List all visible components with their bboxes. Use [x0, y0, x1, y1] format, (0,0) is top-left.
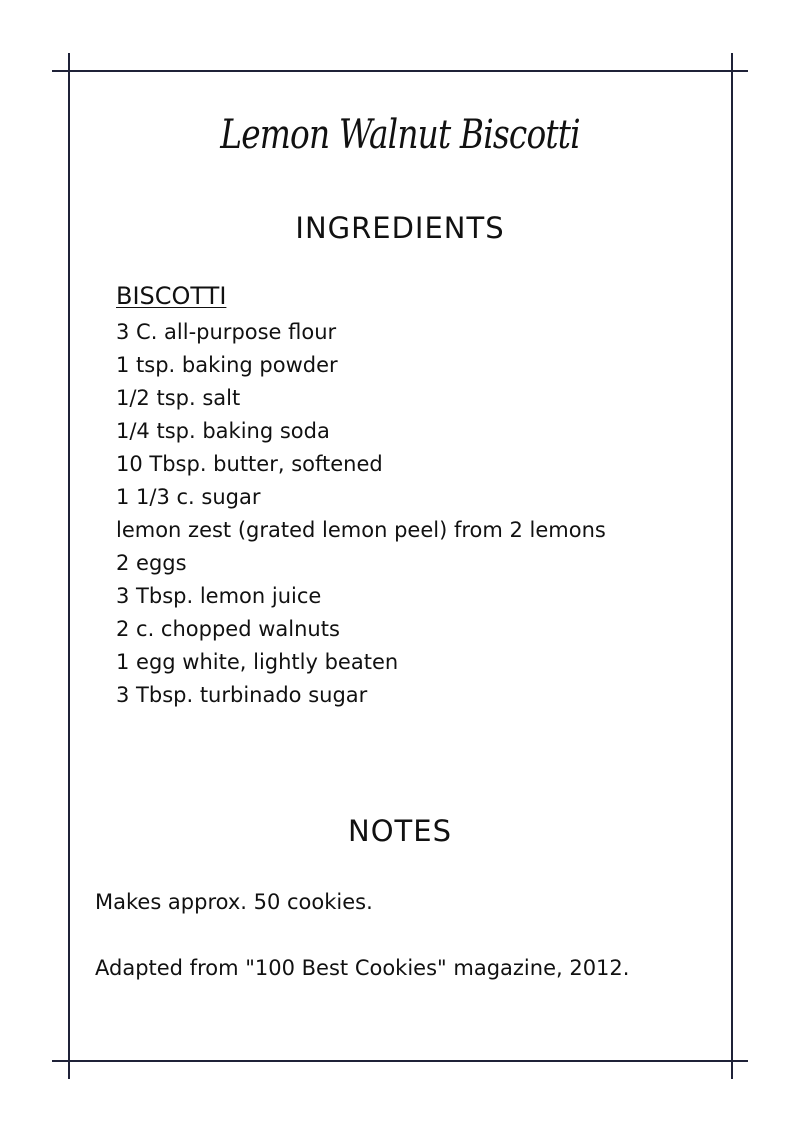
note-line: Makes approx. 50 cookies.: [95, 890, 373, 914]
ingredient-item: 1/4 tsp. baking soda: [116, 419, 330, 443]
ingredients-heading: INGREDIENTS: [295, 211, 505, 245]
ingredient-item: 3 C. all-purpose flour: [116, 320, 337, 344]
ingredient-item: 1/2 tsp. salt: [116, 386, 241, 410]
biscotti-subheading: BISCOTTI: [116, 282, 227, 310]
ingredient-item: 2 c. chopped walnuts: [116, 617, 340, 641]
ingredient-item: 1 tsp. baking powder: [116, 353, 338, 377]
frame-top-line: [52, 70, 748, 72]
ingredient-item: 3 Tbsp. turbinado sugar: [116, 683, 368, 707]
ingredient-item: 3 Tbsp. lemon juice: [116, 584, 322, 608]
ingredient-item: 2 eggs: [116, 551, 187, 575]
frame-right-line: [731, 53, 733, 1079]
notes-heading: NOTES: [348, 814, 452, 848]
note-line: Adapted from "100 Best Cookies" magazine, 2012.: [95, 956, 630, 980]
ingredient-item: 1 egg white, lightly beaten: [116, 650, 399, 674]
ingredient-list: [116, 316, 606, 712]
ingredient-item: lemon zest (grated lemon peel) from 2 lemons: [116, 518, 606, 542]
recipe-title: Lemon Walnut Biscotti: [220, 112, 580, 158]
ingredient-item: 1 1/3 c. sugar: [116, 485, 261, 509]
frame-left-line: [68, 53, 70, 1079]
ingredient-item: 10 Tbsp. butter, softened: [116, 452, 383, 476]
frame-bottom-line: [52, 1060, 748, 1062]
